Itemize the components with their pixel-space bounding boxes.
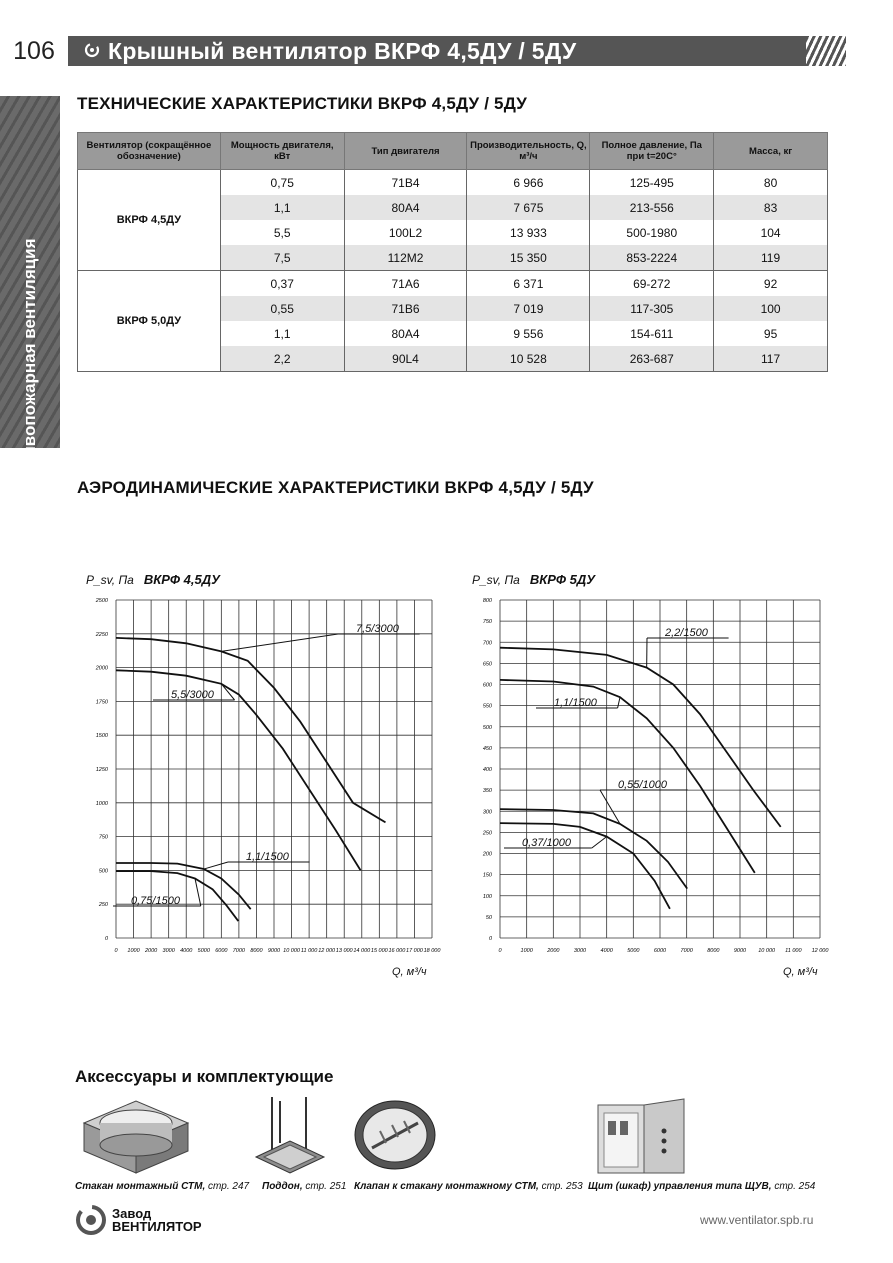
tech-section-title: ТЕХНИЧЕСКИЕ ХАРАКТЕРИСТИКИ ВКРФ 4,5ДУ / 5ДУ (77, 94, 528, 113)
x-tick-label: 13 000 (335, 948, 353, 954)
series-line (116, 638, 386, 823)
fan-model-name: ВКРФ 5,0ДУ (78, 271, 221, 372)
y-tick-label: 250 (98, 902, 108, 909)
x-tick-label: 10 000 (758, 948, 776, 954)
x-tick-label: 11 000 (300, 948, 318, 954)
control-cabinet-image (594, 1095, 690, 1177)
accessory-caption[interactable] (354, 1181, 583, 1192)
chart2-xlabel: Q, м³/ч (783, 966, 818, 978)
brand-name (112, 1207, 202, 1233)
mounting-cup-image (74, 1093, 198, 1177)
table-cell: 6 371 (467, 271, 590, 297)
accessory-page: стр. 254 (774, 1181, 816, 1192)
table-cell: 15 350 (467, 245, 590, 271)
accessory-caption[interactable] (588, 1181, 815, 1192)
table-cell: 95 (714, 321, 828, 346)
table-cell: 117 (714, 346, 828, 372)
page-number: 106 (0, 36, 68, 66)
x-tick-label: 5000 (197, 948, 210, 954)
x-tick-label: 4000 (180, 948, 193, 954)
x-tick-label: 5000 (627, 948, 640, 954)
accessory-page: стр. 247 (208, 1181, 250, 1192)
valve-image (352, 1093, 438, 1177)
series-line (500, 648, 781, 827)
website-link[interactable]: www.ventilator.spb.ru (700, 1213, 814, 1227)
table-cell: 7 675 (467, 195, 590, 220)
column-header: Тип двигателя (344, 133, 467, 170)
table-cell: 10 528 (467, 346, 590, 372)
table-cell: 119 (714, 245, 828, 271)
series-label-pointer (618, 697, 620, 708)
table-cell: 117-305 (590, 296, 714, 321)
header-stripes (806, 36, 846, 66)
accessory-caption[interactable] (262, 1181, 346, 1192)
brand-line2: ВЕНТИЛЯТОР (112, 1219, 202, 1234)
spec-table (77, 132, 828, 372)
x-tick-label: 12 000 (811, 948, 829, 954)
y-tick-label: 2250 (95, 631, 108, 638)
x-tick-label: 10 000 (283, 948, 300, 954)
y-tick-label: 750 (98, 834, 108, 841)
x-tick-label: 9000 (267, 948, 281, 954)
table-cell: 100L2 (344, 220, 467, 245)
x-tick-label: 6000 (653, 948, 667, 954)
accessory-page: стр. 253 (541, 1181, 583, 1192)
chart1-ylabel: P_sv, Па (86, 573, 134, 587)
section-sidebar (0, 96, 60, 498)
series-label: 5,5/3000 (171, 689, 214, 701)
y-tick-label: 800 (482, 598, 492, 604)
y-tick-label: 0 (104, 936, 108, 942)
series-label-pointer (204, 862, 228, 869)
table-cell: 80 (714, 170, 828, 196)
x-tick-label: 7000 (232, 948, 246, 954)
table-row (78, 271, 828, 297)
chart1-xlabel: Q, м³/ч (392, 966, 427, 978)
y-tick-label: 200 (482, 851, 492, 858)
chart-grid (500, 600, 820, 938)
y-tick-label: 550 (482, 703, 492, 710)
table-cell: 6 966 (467, 170, 590, 196)
y-tick-label: 2500 (95, 598, 108, 604)
aero-section-title: АЭРОДИНАМИЧЕСКИЕ ХАРАКТЕРИСТИКИ ВКРФ 4,5ДУ / 5ДУ (77, 478, 594, 497)
x-tick-label: 17 000 (406, 948, 423, 954)
table-header-row (78, 133, 828, 170)
table-cell: 5,5 (220, 220, 344, 245)
accessory-caption[interactable] (75, 1181, 249, 1192)
y-tick-label: 150 (482, 872, 492, 879)
column-header: Масса, кг (714, 133, 828, 170)
y-tick-label: 400 (482, 767, 492, 773)
accessory-name: Поддон, (262, 1181, 303, 1192)
tray-image (254, 1093, 326, 1177)
table-cell: 500-1980 (590, 220, 714, 245)
x-tick-label: 1000 (520, 948, 533, 954)
table-cell: 7,5 (220, 245, 344, 271)
x-tick-label: 14 000 (353, 948, 371, 954)
header-band (0, 36, 893, 66)
column-header: Полное давление, Па при t=20С° (590, 133, 714, 170)
series-label-pointer (195, 879, 201, 906)
fan-model-name: ВКРФ 4,5ДУ (78, 170, 221, 271)
table-cell: 7 019 (467, 296, 590, 321)
accessory-page: стр. 251 (305, 1181, 347, 1192)
accessory-name: Стакан монтажный СТМ, (75, 1181, 206, 1192)
table-cell: 0,55 (220, 296, 344, 321)
y-tick-label: 700 (482, 640, 492, 647)
accessories-title: Аксессуары и комплектующие (75, 1067, 334, 1086)
table-cell: 71В4 (344, 170, 467, 196)
brand-line1: Завод (112, 1206, 152, 1221)
chart1-header (86, 572, 220, 587)
y-tick-label: 1250 (95, 767, 108, 773)
x-tick-label: 2000 (547, 948, 560, 954)
table-cell: 9 556 (467, 321, 590, 346)
x-tick-label: 12 000 (318, 948, 336, 954)
x-tick-label: 15 000 (370, 948, 388, 954)
chart2-ylabel: P_sv, Па (472, 573, 520, 587)
x-tick-label: 18 000 (423, 948, 441, 954)
x-tick-label: 3000 (573, 948, 587, 954)
x-tick-label: 8000 (250, 948, 263, 954)
y-tick-label: 0 (488, 936, 492, 942)
chart-vkrf-45du (86, 588, 441, 964)
x-tick-label: 6000 (215, 948, 228, 954)
table-cell: 112М2 (344, 245, 467, 271)
y-tick-label: 450 (482, 745, 492, 752)
series-label: 7,5/3000 (356, 623, 399, 635)
y-tick-label: 2000 (95, 665, 108, 672)
table-cell: 1,1 (220, 195, 344, 220)
series-label: 2,2/1500 (665, 627, 708, 639)
table-cell: 154-611 (590, 321, 714, 346)
x-tick-label: 16 000 (388, 948, 406, 954)
y-tick-label: 500 (482, 724, 492, 731)
column-header: Мощность двигателя, кВт (220, 133, 344, 170)
table-cell: 2,2 (220, 346, 344, 372)
x-tick-label: 2000 (144, 948, 158, 954)
table-cell: 0,75 (220, 170, 344, 196)
x-tick-label: 11 000 (785, 948, 802, 954)
y-tick-label: 1750 (95, 699, 108, 706)
column-header: Вентилятор (сокращённое обозначение) (78, 133, 221, 170)
y-tick-label: 750 (482, 619, 492, 626)
table-cell: 71А6 (344, 271, 467, 297)
series-line (116, 670, 361, 870)
page-title: Крышный вентилятор ВКРФ 4,5ДУ / 5ДУ (108, 38, 577, 64)
y-tick-label: 350 (482, 788, 492, 795)
table-cell: 125-495 (590, 170, 714, 196)
sidebar-label: Противопожарная вентиляция (20, 238, 39, 498)
table-cell: 92 (714, 271, 828, 297)
column-header: Производительность, Q, м³/ч (467, 133, 590, 170)
table-cell: 80А4 (344, 195, 467, 220)
table-cell: 213-556 (590, 195, 714, 220)
table-cell: 0,37 (220, 271, 344, 297)
x-tick-label: 0 (498, 948, 502, 954)
table-cell: 1,1 (220, 321, 344, 346)
x-tick-label: 4000 (600, 948, 613, 954)
table-cell: 71В6 (344, 296, 467, 321)
chart-grid (116, 600, 432, 938)
table-cell: 853-2224 (590, 245, 714, 271)
brand-logo-icon (76, 1205, 106, 1235)
x-tick-label: 8000 (707, 948, 720, 954)
series-label: 0,55/1000 (618, 779, 667, 791)
x-tick-label: 7000 (680, 948, 693, 954)
x-tick-label: 9000 (733, 948, 747, 954)
chart2-header (472, 572, 595, 587)
x-tick-label: 0 (114, 948, 118, 954)
y-tick-label: 600 (482, 682, 492, 689)
y-tick-label: 250 (482, 830, 492, 837)
x-tick-label: 1000 (127, 948, 140, 954)
table-cell: 104 (714, 220, 828, 245)
x-tick-label: 3000 (162, 948, 175, 954)
table-cell: 80А4 (344, 321, 467, 346)
series-label-pointer (592, 837, 607, 848)
y-tick-label: 100 (482, 893, 492, 900)
series-label: 1,1/1500 (246, 851, 289, 863)
chart2-title: ВКРФ 5ДУ (529, 572, 596, 587)
y-tick-label: 300 (482, 809, 492, 816)
accessory-name: Клапан к стакану монтажному СТМ, (354, 1181, 539, 1192)
table-cell: 90L4 (344, 346, 467, 372)
table-cell: 263-687 (590, 346, 714, 372)
series-label-pointer (600, 790, 620, 824)
brand-swirl-icon (84, 42, 100, 58)
y-tick-label: 1500 (95, 733, 108, 740)
series-label-pointer (221, 684, 234, 700)
table-cell: 83 (714, 195, 828, 220)
chart1-title: ВКРФ 4,5ДУ (143, 572, 220, 587)
series-label: 1,1/1500 (554, 697, 597, 709)
table-cell: 13 933 (467, 220, 590, 245)
table-cell: 69-272 (590, 271, 714, 297)
y-tick-label: 50 (485, 914, 492, 921)
table-cell: 100 (714, 296, 828, 321)
y-tick-label: 650 (482, 661, 492, 668)
series-label: 0,37/1000 (522, 837, 571, 849)
y-tick-label: 500 (98, 868, 108, 875)
table-row (78, 170, 828, 196)
y-tick-label: 1000 (95, 800, 108, 807)
chart-vkrf-5du (470, 588, 829, 964)
series-label: 0,75/1500 (131, 895, 180, 907)
accessory-name: Щит (шкаф) управления типа ЩУВ, (588, 1181, 772, 1192)
